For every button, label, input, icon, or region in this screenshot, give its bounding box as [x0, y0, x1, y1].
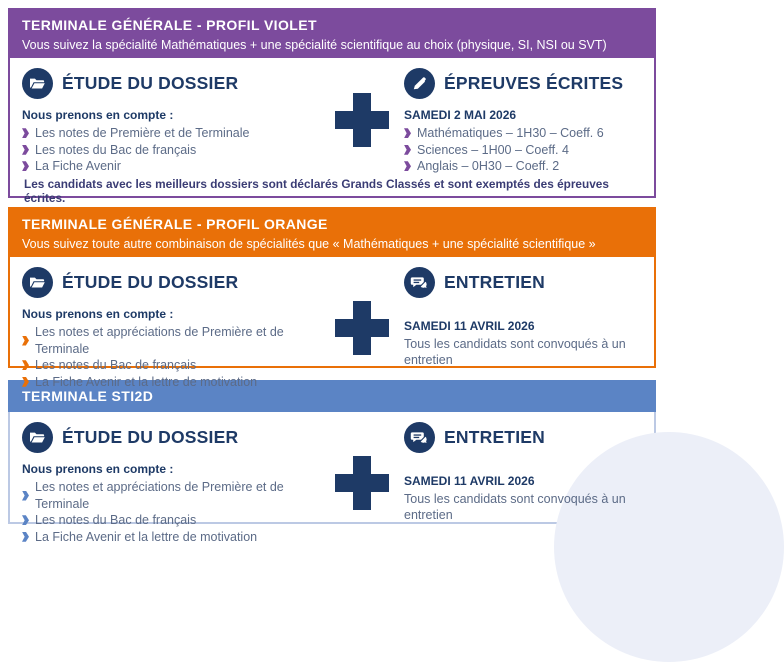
folder-icon: [22, 267, 53, 298]
section-heading: ÉTUDE DU DOSSIER: [62, 73, 239, 93]
chat-icon: [404, 267, 435, 298]
section-heading: ÉTUDE DU DOSSIER: [62, 427, 239, 447]
plus-icon: [335, 93, 389, 147]
panel-subtitle: Vous suivez toute autre combinaison de spécialités que « Mathématiques + une spécialité scientifique »: [22, 237, 596, 251]
list-item: La Fiche Avenir et la lettre de motivation: [22, 529, 320, 546]
section-heading: ENTRETIEN: [444, 272, 545, 292]
panel-title: TERMINALE STI2D: [22, 388, 154, 404]
list-item: La Fiche Avenir et la lettre de motivation: [22, 374, 320, 391]
bullet-arrow-icon: [22, 161, 29, 171]
bullet-arrow-icon: [22, 377, 29, 387]
section-heading: ÉPREUVES ÉCRITES: [444, 73, 624, 93]
list-item: Mathématiques – 1H30 – Coeff. 6: [404, 125, 642, 142]
epreuves-column: [404, 66, 642, 175]
dossier-column: [22, 66, 320, 175]
entretien-column: [404, 265, 642, 390]
section-heading: ÉTUDE DU DOSSIER: [62, 272, 239, 292]
list-item: Anglais – 0H30 – Coeff. 2: [404, 158, 642, 175]
entretien-column: [404, 420, 642, 545]
bullet-arrow-icon: [22, 532, 29, 542]
panel-subtitle: Vous suivez la spécialité Mathématiques + une spécialité scientifique au choix (physique, SI, NSI ou SVT): [22, 38, 607, 52]
dossier-list: [22, 324, 320, 390]
interview-note: Tous les candidats sont convoqués à un entretien: [404, 337, 626, 367]
bullet-arrow-icon: [22, 515, 29, 525]
panel-body: [8, 58, 656, 205]
pencil-icon: [404, 68, 435, 99]
dossier-intro: Nous prenons en compte :: [22, 307, 174, 321]
bullet-arrow-icon: [22, 336, 29, 346]
panel-header: [8, 207, 656, 257]
plus-icon: [335, 456, 389, 510]
dossier-column: [22, 420, 320, 545]
panel-title: TERMINALE GÉNÉRALE - PROFIL ORANGE: [22, 216, 328, 232]
panel-title: TERMINALE GÉNÉRALE - PROFIL VIOLET: [22, 17, 317, 33]
list-item: Les notes et appréciations de Première et de Terminale: [22, 324, 320, 357]
dossier-list: [22, 479, 320, 545]
list-item: Les notes du Bac de français: [22, 357, 320, 374]
bullet-arrow-icon: [404, 128, 411, 138]
dossier-column: [22, 265, 320, 390]
bullet-arrow-icon: [22, 491, 29, 501]
interview-date: SAMEDI 11 AVRIL 2026: [404, 474, 535, 488]
list-item: Sciences – 1H00 – Coeff. 4: [404, 142, 642, 159]
folder-icon: [22, 68, 53, 99]
plus-icon: [335, 301, 389, 355]
interview-note: Tous les candidats sont convoqués à un entretien: [404, 492, 626, 522]
panel-body: [8, 412, 656, 544]
panel-header: [8, 8, 656, 58]
list-item: Les notes de Première et de Terminale: [22, 125, 320, 142]
list-item: Les notes du Bac de français: [22, 142, 320, 159]
panel-body: [8, 257, 656, 389]
chat-icon: [404, 422, 435, 453]
bullet-arrow-icon: [404, 161, 411, 171]
list-item: Les notes du Bac de français: [22, 512, 320, 529]
exam-date: SAMEDI 2 MAI 2026: [404, 108, 517, 122]
list-item: La Fiche Avenir: [22, 158, 320, 175]
dossier-list: [22, 125, 320, 175]
bullet-arrow-icon: [404, 145, 411, 155]
dossier-intro: Nous prenons en compte :: [22, 462, 174, 476]
section-heading: ENTRETIEN: [444, 427, 545, 447]
list-item: Les notes et appréciations de Première et de Terminale: [22, 479, 320, 512]
bullet-arrow-icon: [22, 360, 29, 370]
dossier-intro: Nous prenons en compte :: [22, 108, 174, 122]
epreuves-list: [404, 125, 642, 175]
panel-terminale-generale-orange: [8, 207, 656, 389]
grands-classes-footnote: Les candidats avec les meilleurs dossiers sont déclarés Grands Classés et sont exemptés des épreuves écrites.: [24, 176, 609, 205]
folder-icon: [22, 422, 53, 453]
panel-terminale-sti2d: [8, 380, 656, 544]
bullet-arrow-icon: [22, 128, 29, 138]
panel-terminale-generale-violet: [8, 8, 656, 205]
interview-date: SAMEDI 11 AVRIL 2026: [404, 319, 535, 333]
bullet-arrow-icon: [22, 145, 29, 155]
